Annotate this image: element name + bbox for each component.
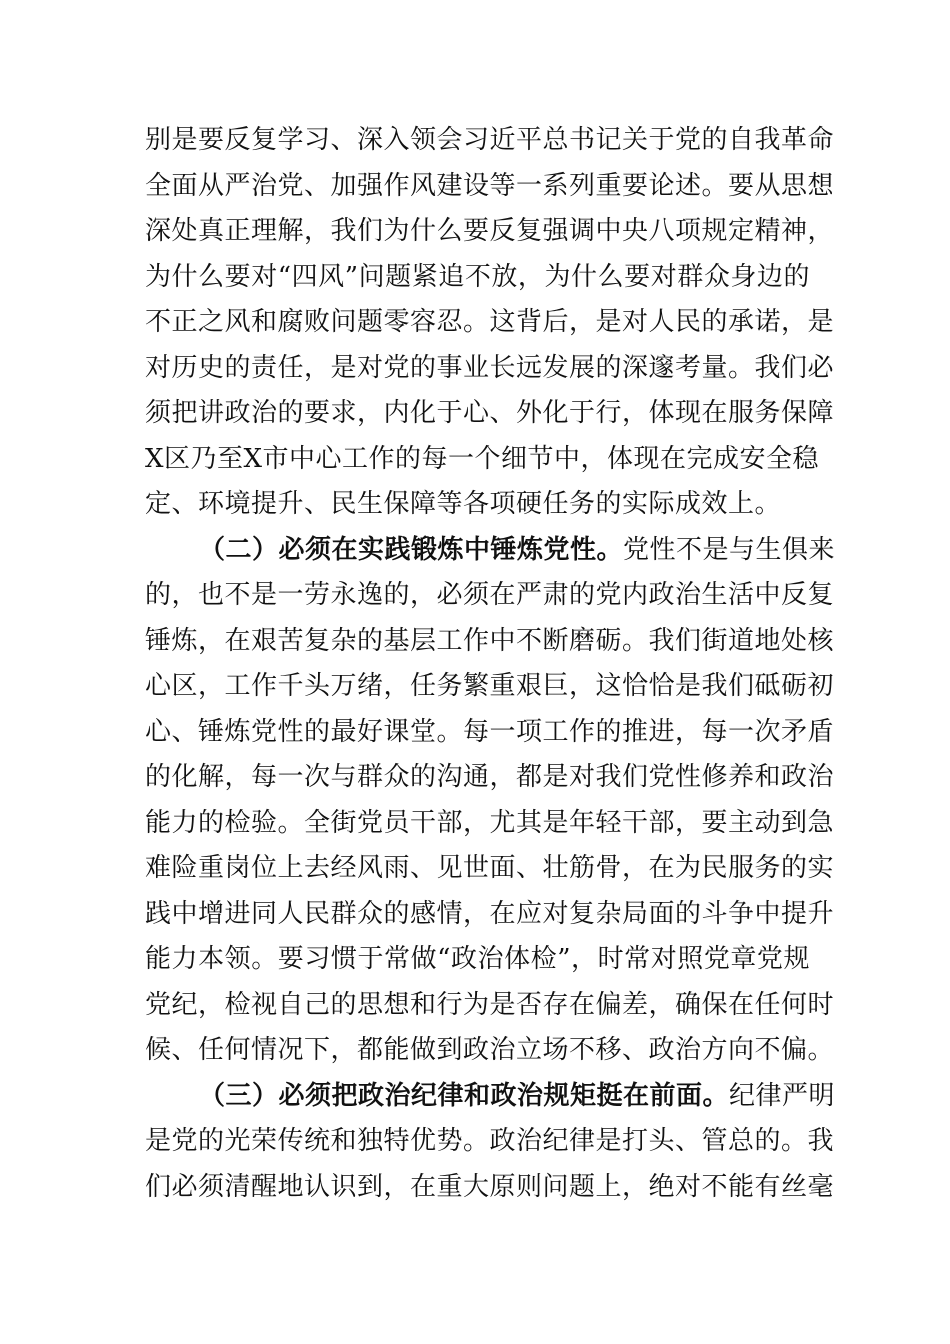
text-line: 们必须清醒地认识到，在重大原则问题上，绝对不能有丝毫 <box>145 1171 835 1202</box>
paragraph-2 <box>145 528 836 1074</box>
section-heading: （二）必须在实践锻炼中锤炼党性。 <box>199 534 624 565</box>
text-line: 是党的光荣传统和独特优势。政治纪律是打头、管总的。我 <box>145 1126 835 1156</box>
text-line: 的化解，每一次与群众的沟通，都是对我们党性修养和政治 <box>145 762 835 792</box>
text-line <box>145 528 836 574</box>
text-line: 的，也不是一劳永逸的，必须在严肃的党内政治生活中反复 <box>145 580 835 610</box>
text-line: 深处真正理解，我们为什么要反复强调中央八项规定精神， <box>145 216 835 246</box>
text-line: 须把讲政治的要求，内化于心、外化于行，体现在服务保障 <box>145 398 835 428</box>
text-run: 党性不是与生俱来 <box>623 534 836 565</box>
text-line: 候、任何情况下，都能做到政治立场不移、政治方向不偏。 <box>145 1035 835 1065</box>
paragraph-1 <box>145 118 835 528</box>
text-line <box>145 1074 836 1120</box>
text-line: 心、锤炼党性的最好课堂。每一项工作的推进，每一次矛盾 <box>145 716 835 747</box>
text-line: 践中增进同人民群众的感情，在应对复杂局面的斗争中提升 <box>145 898 835 929</box>
text-line: 党纪，检视自己的思想和行为是否存在偏差，确保在任何时 <box>145 989 835 1020</box>
document-page <box>145 118 836 1210</box>
section-heading: （三）必须把政治纪律和政治规矩挺在前面。 <box>199 1080 730 1111</box>
text-run: 纪律严明 <box>729 1080 836 1111</box>
text-line: 心区，工作千头万绪，任务繁重艰巨，这恰恰是我们砥砺初 <box>145 671 835 701</box>
text-line: 难险重岗位上去经风雨、见世面、壮筋骨，在为民服务的实 <box>145 853 835 883</box>
text-line: 能力本领。要习惯于常做“政治体检”，时常对照党章党规 <box>145 944 810 974</box>
text-line: 能力的检验。全街党员干部，尤其是年轻干部，要主动到急 <box>145 807 835 838</box>
text-line: 定、环境提升、民生保障等各项硬任务的实际成效上。 <box>145 489 782 519</box>
text-line: 全面从严治党、加强作风建设等一系列重要论述。要从思想 <box>145 170 835 201</box>
paragraph-3 <box>145 1074 836 1211</box>
text-line: 不正之风和腐败问题零容忍。这背后，是对人民的承诺，是 <box>145 307 835 337</box>
text-line: 对历史的责任，是对党的事业长远发展的深邃考量。我们必 <box>145 352 835 383</box>
text-line: 别是要反复学习、深入领会习近平总书记关于党的自我革命 <box>145 125 835 155</box>
text-line: 锤炼，在艰苦复杂的基层工作中不断磨砺。我们街道地处核 <box>145 625 835 656</box>
text-line: X区乃至X市中心工作的每一个细节中，体现在完成安全稳 <box>145 443 820 474</box>
text-line: 为什么要对“四风”问题紧追不放，为什么要对群众身边的 <box>145 261 810 292</box>
